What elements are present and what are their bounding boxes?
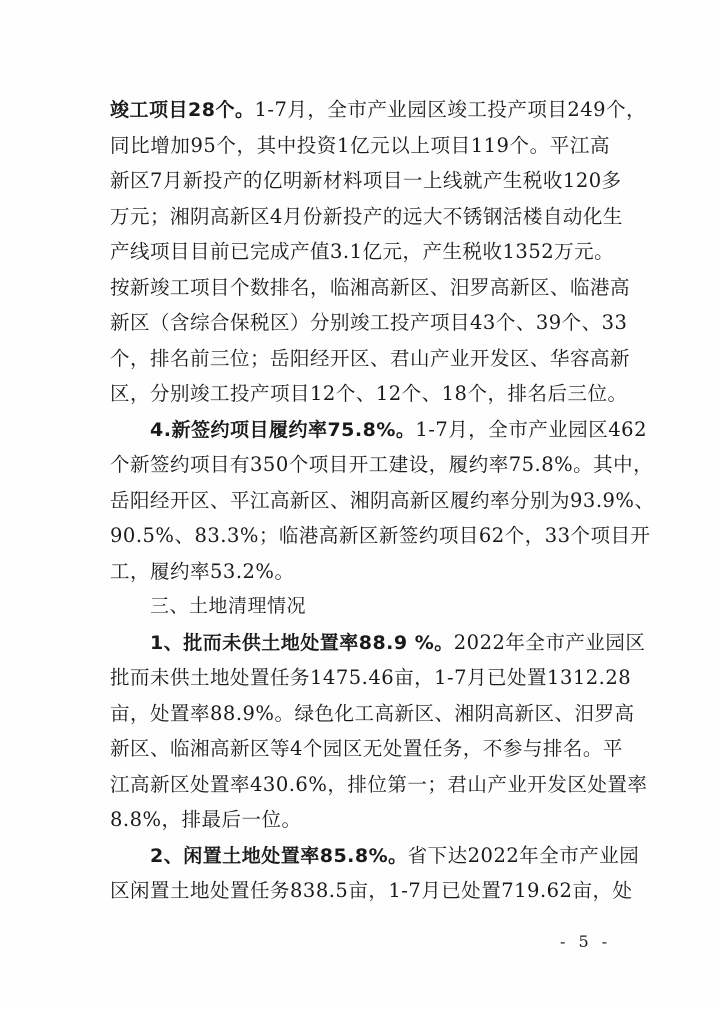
text-line: 新区（含综合保税区）分别竣工投产项目43个、39个、33 xyxy=(110,311,628,334)
text-line: 同比增加95个，其中投资1亿元以上项目119个。平江高 xyxy=(110,133,610,157)
text-line: 工，履约率53.2%。 xyxy=(110,559,295,583)
text-line: 批而未供土地处置任务1475.46亩，1-7月已处置1312.28 xyxy=(110,666,632,689)
bold-lead: 1、批而未供土地处置率88.9 %。 xyxy=(150,631,454,654)
text-span: 1-7月，全市产业园区462 xyxy=(415,417,647,441)
text-line: 90.5%、83.3%；临港高新区新签约项目62个，33个项目开 xyxy=(110,524,651,547)
text-line: 个新签约项目有350个项目开工建设，履约率75.8%。其中， xyxy=(110,453,654,476)
text-line: 8.8%，排最后一位。 xyxy=(110,808,302,831)
text-line: 江高新区处置率430.6%，排位第一；君山产业开发区处置率 xyxy=(110,772,648,796)
text-span: 1-7月，全市产业园区竣工投产项目249个， xyxy=(254,98,647,121)
text-line: 新区、临湘高新区等4个园区无处置任务，不参与排名。平 xyxy=(110,737,623,760)
bold-lead: 竣工项目28个。 xyxy=(110,99,255,121)
text-line: 亩，处置率88.9%。绿色化工高新区、湘阴高新区、汨罗高 xyxy=(110,701,635,725)
page-number: - 5 - xyxy=(560,932,612,951)
text-line: 产线项目目前已完成产值3.1亿元，产生税收1352万元。 xyxy=(110,240,615,263)
text-line: 区闲置土地处置任务838.5亩，1-7月已处置719.62亩，处 xyxy=(110,879,633,902)
bold-lead: 4.新签约项目履约率75.8%。 xyxy=(150,418,416,441)
bold-lead: 2、闲置土地处置率85.8%。 xyxy=(150,844,408,867)
text-span: 2022年全市产业园区 xyxy=(453,630,646,654)
text-line xyxy=(110,92,647,128)
text-line xyxy=(110,412,647,448)
text-span: 省下达2022年全市产业园 xyxy=(407,843,640,867)
text-line: 按新竣工项目个数排名，临湘高新区、汨罗高新区、临港高 xyxy=(110,275,631,299)
text-line: 岳阳经开区、平江高新区、湘阴高新区履约率分别为93.9%、 xyxy=(110,488,655,512)
text-line: 个，排名前三位；岳阳经开区、君山产业开发区、华容高新 xyxy=(110,346,631,370)
section-heading: 三、土地清理情况 xyxy=(150,595,307,617)
text-line: 万元；湘阴高新区4月份新投产的远大不锈钢活楼自动化生 xyxy=(110,204,623,228)
document-body xyxy=(110,92,655,909)
text-line xyxy=(110,625,646,661)
text-line xyxy=(110,838,640,874)
text-line: 区，分别竣工投产项目12个、12个、18个，排名后三位。 xyxy=(110,382,628,405)
text-line: 新区7月新投产的亿明新材料项目一上线就产生税收120多 xyxy=(110,169,622,192)
